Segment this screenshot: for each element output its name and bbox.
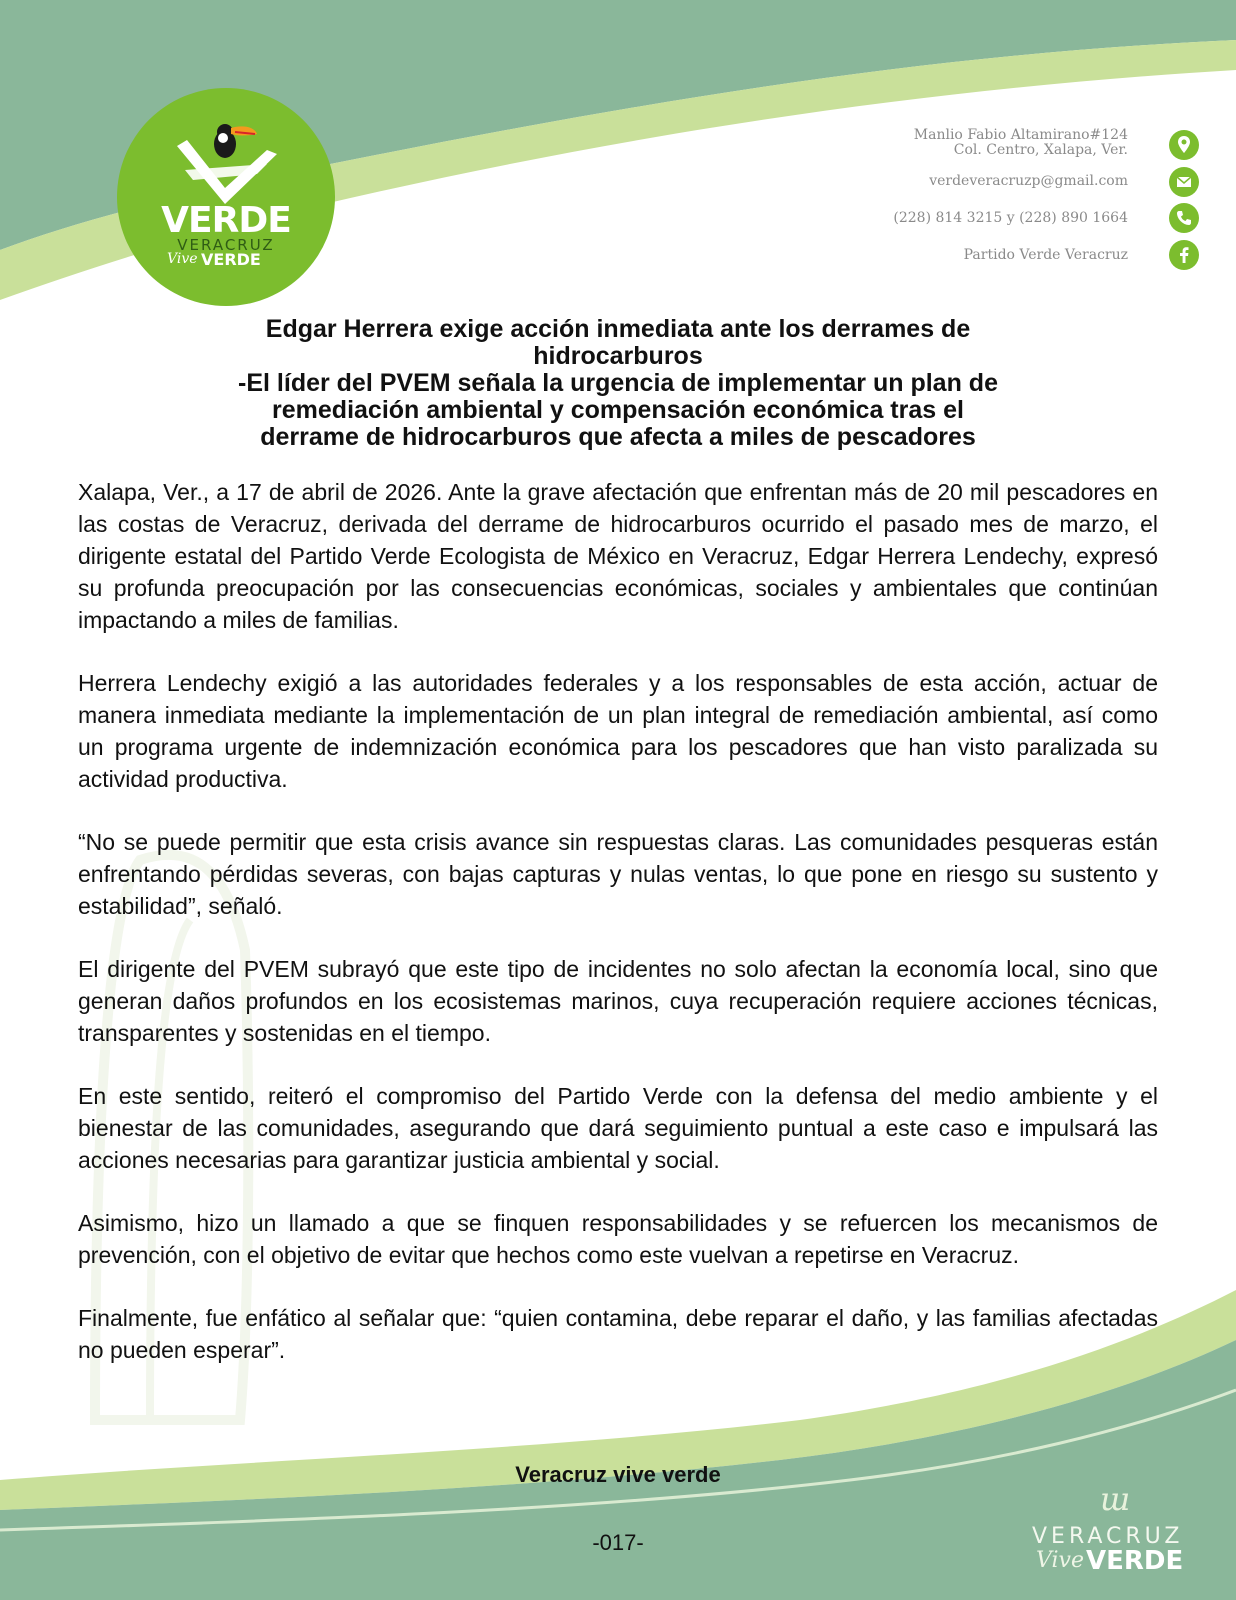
headline-line-2: hidrocarburos [533, 342, 703, 370]
contact-facebook[interactable]: Partido Verde Veracruz [963, 247, 1128, 263]
body-paragraph-3: “No se puede permitir que esta crisis avance sin respuestas claras. Las comunidades pesqueras están enfrentando pérdidas severas, con bajas capturas y nulas ventas, lo que pone en riesgo su sustento y estabilidad”, señaló. [78, 829, 1158, 919]
headline-line-5: derrame de hidrocarburos que afecta a miles de pescadores [260, 423, 976, 451]
contact-email[interactable]: verdeveracruzp@gmail.com [929, 173, 1128, 189]
contact-phone[interactable]: (228) 814 3215 y (228) 890 1664 [893, 210, 1128, 226]
contact-address [914, 128, 1128, 158]
headline-line-4: remediación ambiental y compensación económica tras el [272, 396, 964, 424]
toucan-check-icon [117, 88, 335, 306]
address-line-2: Col. Centro, Xalapa, Ver. [953, 142, 1128, 158]
body-paragraph-6: Asimismo, hizo un llamado a que se finquen responsabilidades y se refuercen los mecanismos de prevención, con el objetivo de evitar que hechos como este vuelvan a repetirse en Veracruz. [78, 1210, 1158, 1268]
footer-logo-slogan-bold: VERDE [1086, 1546, 1184, 1576]
phone-icon [1169, 203, 1199, 233]
body-paragraph-5: En este sentido, reiteró el compromiso del Partido Verde con la defensa del medio ambiente y el bienestar de las comunidades, asegurando que dará seguimiento puntual a este caso e impulsará las acciones necesarias para garantizar justicia ambiental y social. [78, 1083, 1158, 1173]
footer-logo [1020, 1480, 1220, 1580]
logo-wordmark: VERDE [161, 200, 291, 241]
mail-icon [1169, 167, 1199, 197]
press-release-body [78, 476, 1158, 1397]
verde-veracruz-logo [117, 88, 335, 306]
headline-line-3: -El líder del PVEM señala la urgencia de implementar un plan de [238, 369, 998, 397]
footer-logo-slogan-script: Vive [1036, 1548, 1084, 1573]
body-paragraph-4: El dirigente del PVEM subrayó que este tipo de incidentes no solo afectan la economía local, sino que generan daños profundos en los ecosistemas marinos, cuya recuperación requiere acciones técnicas, transparentes y sostenidas en el tiempo. [78, 956, 1158, 1046]
press-release-headline [150, 316, 1086, 451]
footer-logo-region: VERACRUZ [1032, 1524, 1184, 1549]
footer-logo-mark-icon: ɯ [1100, 1480, 1131, 1518]
logo-region: VERACRUZ [177, 236, 275, 254]
page-number: -017- [592, 1530, 644, 1555]
location-pin-icon [1169, 130, 1199, 160]
closing-tagline: Veracruz vive verde [515, 1462, 721, 1487]
logo-slogan-bold: VERDE [201, 250, 261, 269]
body-paragraph-7: Finalmente, fue enfático al señalar que: “quien contamina, debe reparar el daño, y las familias afectadas no pueden esperar”. [78, 1305, 1158, 1363]
logo-slogan-script: Vive [167, 251, 198, 267]
facebook-icon [1169, 240, 1199, 270]
body-paragraph-2: Herrera Lendechy exigió a las autoridades federales y a los responsables de esta acción, actuar de manera inmediata mediante la implementación de un plan integral de remediación ambiental, así como un programa urgente de indemnización económica para los pescadores que han visto paralizada su actividad productiva. [78, 670, 1158, 792]
body-paragraph-1: Xalapa, Ver., a 17 de abril de 2026. Ante la grave afectación que enfrentan más de 20 mil pescadores en las costas de Veracruz, derivada del derrame de hidrocarburos ocurrido el pasado mes de marzo, el dirigente estatal del Partido Verde Ecologista de México en Veracruz, Edgar Herrera Lendechy, expresó su profunda preocupación por las consecuencias económicas, sociales y ambientales que continúan impactando a miles de familias. [78, 479, 1158, 633]
address-line-1: Manlio Fabio Altamirano#124 [913, 127, 1128, 143]
headline-line-1: Edgar Herrera exige acción inmediata ante los derrames de [265, 315, 971, 343]
